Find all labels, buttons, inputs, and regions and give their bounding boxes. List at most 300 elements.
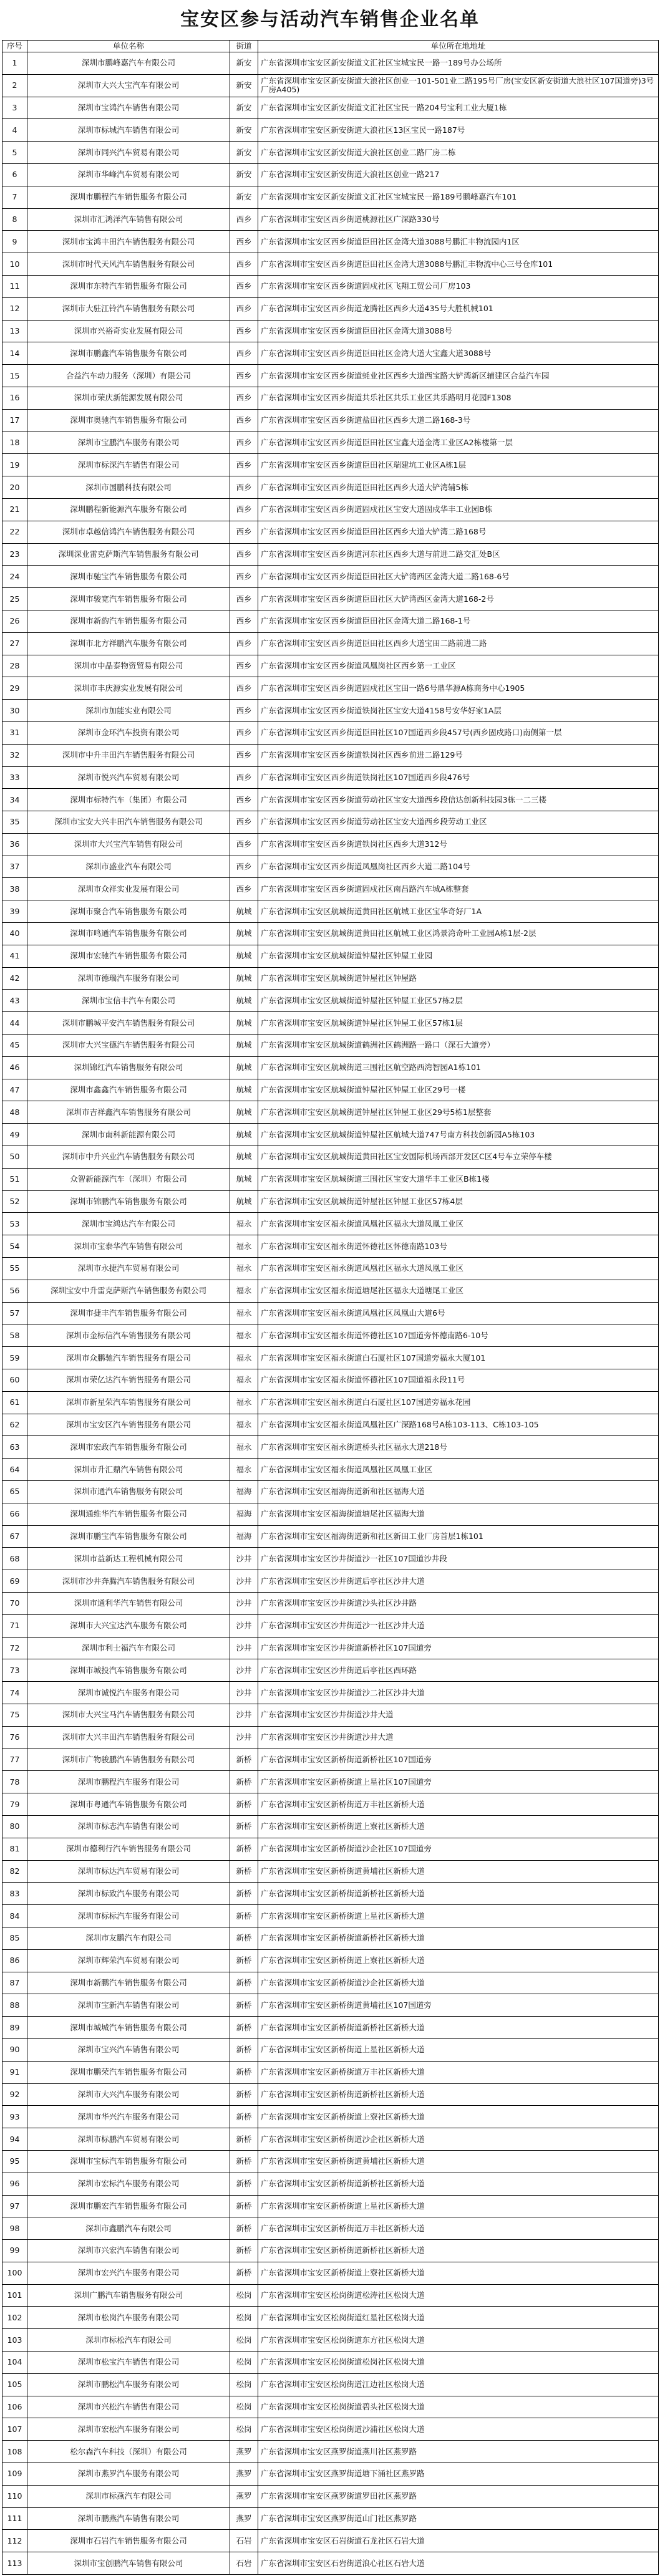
street-name: 福永 bbox=[230, 1347, 258, 1369]
company-address: 广东省深圳市宝安区航城街道钟屋社区钟屋路 bbox=[258, 967, 659, 990]
table-row bbox=[2, 700, 659, 722]
street-name: 西乡 bbox=[230, 566, 258, 588]
table-row bbox=[2, 1614, 659, 1637]
street-name: 西乡 bbox=[230, 856, 258, 878]
row-number: 103 bbox=[2, 2329, 27, 2352]
row-number: 29 bbox=[2, 677, 27, 700]
company-name: 深圳市大兴汽车服务有限公司 bbox=[27, 2083, 230, 2106]
company-address: 广东省深圳市宝安区燕罗街道塘下涌社区燕罗路 bbox=[258, 2463, 659, 2486]
table-row bbox=[2, 186, 659, 208]
company-name: 深圳市城城汽车销售服务有限公司 bbox=[27, 2017, 230, 2039]
table-row bbox=[2, 2284, 659, 2307]
street-name: 松岗 bbox=[230, 2307, 258, 2329]
street-name: 航城 bbox=[230, 1056, 258, 1079]
street-name: 西乡 bbox=[230, 700, 258, 722]
company-name: 深圳市新韵汽车销售服务有限公司 bbox=[27, 610, 230, 632]
company-address: 广东省深圳市宝安区福永街道怀德社区怀德南路103号 bbox=[258, 1235, 659, 1258]
company-name: 深圳市诚悦汽车服务有限公司 bbox=[27, 1682, 230, 1704]
table-row bbox=[2, 97, 659, 119]
table-row bbox=[2, 208, 659, 231]
row-number: 97 bbox=[2, 2195, 27, 2217]
company-name: 深圳市宝标汽车销售服务有限公司 bbox=[27, 2150, 230, 2173]
row-number: 27 bbox=[2, 632, 27, 655]
street-name: 新桥 bbox=[230, 2061, 258, 2083]
table-row bbox=[2, 1056, 659, 1079]
table-row bbox=[2, 566, 659, 588]
row-number: 63 bbox=[2, 1436, 27, 1459]
company-name: 深圳市新星荣汽车销售服务有限公司 bbox=[27, 1391, 230, 1414]
row-number: 87 bbox=[2, 1972, 27, 1994]
row-number: 43 bbox=[2, 990, 27, 1012]
street-name: 航城 bbox=[230, 990, 258, 1012]
company-address: 广东省深圳市宝安区福永街道塘尾社区福永大道塘尾工业区 bbox=[258, 1280, 659, 1302]
table-row bbox=[2, 1548, 659, 1570]
table-row bbox=[2, 610, 659, 632]
company-name: 深圳市鹏城平安汽车销售服务有限公司 bbox=[27, 1012, 230, 1035]
row-number: 16 bbox=[2, 387, 27, 409]
company-name: 深圳市宝安大兴丰田汽车销售服务有限公司 bbox=[27, 811, 230, 834]
company-name: 深圳市鹏荣汽车销售服务有限公司 bbox=[27, 2061, 230, 2083]
street-name: 福海 bbox=[230, 1525, 258, 1548]
company-name: 深圳市石岩汽车销售服务有限公司 bbox=[27, 2530, 230, 2552]
table-row bbox=[2, 677, 659, 700]
row-number: 53 bbox=[2, 1213, 27, 1235]
company-address: 广东省深圳市宝安区福永街道白石厦社区107国道旁福永花园 bbox=[258, 1391, 659, 1414]
company-address: 广东省深圳市宝安区新桥街道上星社区新桥大道 bbox=[258, 2038, 659, 2061]
company-name: 深圳市大兴宝达汽车服务有限公司 bbox=[27, 1614, 230, 1637]
company-address: 广东省深圳市宝安区新桥街道上寮社区新桥大道 bbox=[258, 2262, 659, 2284]
table-row bbox=[2, 1258, 659, 1280]
company-address: 广东省深圳市宝安区新安街道大浪社区13区宝民一路187号 bbox=[258, 119, 659, 142]
street-name: 西乡 bbox=[230, 543, 258, 566]
row-number: 66 bbox=[2, 1503, 27, 1525]
company-name: 深圳市鹏鑫汽车销售服务有限公司 bbox=[27, 342, 230, 365]
company-name: 深圳市广物骏鹏汽车销售服务有限公司 bbox=[27, 1749, 230, 1771]
row-number: 67 bbox=[2, 1525, 27, 1548]
table-row bbox=[2, 721, 659, 744]
company-address: 广东省深圳市宝安区西乡街道盐田社区西乡大道二路168-3号 bbox=[258, 409, 659, 432]
table-row bbox=[2, 1704, 659, 1726]
row-number: 18 bbox=[2, 432, 27, 454]
company-address: 广东省深圳市宝安区新桥街道沙企社区新桥大道 bbox=[258, 1972, 659, 1994]
company-address: 广东省深圳市宝安区沙井街道沙井大道 bbox=[258, 1726, 659, 1749]
table-row bbox=[2, 744, 659, 766]
company-name: 深圳市松岗汽车服务有限公司 bbox=[27, 2307, 230, 2329]
street-name: 新安 bbox=[230, 186, 258, 208]
row-number: 20 bbox=[2, 476, 27, 499]
company-name: 深圳广鹏汽车销售服务有限公司 bbox=[27, 2284, 230, 2307]
street-name: 沙井 bbox=[230, 1614, 258, 1637]
company-name: 深圳市吉祥鑫汽车销售服务有限公司 bbox=[27, 1101, 230, 1124]
company-name: 深圳市国鹏科技有限公司 bbox=[27, 476, 230, 499]
row-number: 98 bbox=[2, 2217, 27, 2240]
company-address: 广东省深圳市宝安区新桥街道万丰社区新桥大道 bbox=[258, 2217, 659, 2240]
company-address: 广东省深圳市宝安区沙井街道新桥社区107国道旁 bbox=[258, 1637, 659, 1659]
company-address: 广东省深圳市宝安区新桥街道上寮社区新桥大道 bbox=[258, 1949, 659, 1972]
table-row bbox=[2, 1459, 659, 1481]
row-number: 82 bbox=[2, 1860, 27, 1883]
company-address: 广东省深圳市宝安区西乡街道臣田社区金湾大道大宝鑫大道3088号 bbox=[258, 342, 659, 365]
street-name: 新安 bbox=[230, 119, 258, 142]
street-name: 新桥 bbox=[230, 2173, 258, 2195]
street-name: 西乡 bbox=[230, 811, 258, 834]
company-address: 广东省深圳市宝安区西乡街道铁岗社区宝安大道4158号安华好家1A层 bbox=[258, 700, 659, 722]
row-number: 17 bbox=[2, 409, 27, 432]
company-name: 深圳市燕罗汽车服务有限公司 bbox=[27, 2463, 230, 2486]
table-row bbox=[2, 1347, 659, 1369]
street-name: 新桥 bbox=[230, 2150, 258, 2173]
street-name: 新桥 bbox=[230, 2017, 258, 2039]
row-number: 95 bbox=[2, 2150, 27, 2173]
row-number: 5 bbox=[2, 142, 27, 164]
table-row bbox=[2, 1369, 659, 1392]
company-address: 广东省深圳市宝安区西乡街道劳动社区宝安大道西乡段信达创新科技园3栋一二三楼 bbox=[258, 789, 659, 811]
company-address: 广东省深圳市宝安区西乡街道共乐社区共乐工业区共乐路明月花园F1308 bbox=[258, 387, 659, 409]
row-number: 12 bbox=[2, 297, 27, 320]
company-address: 广东省深圳市宝安区西乡街道龙腾社区西乡大道435号大胜机械101 bbox=[258, 297, 659, 320]
table-row bbox=[2, 2552, 659, 2575]
street-name: 新桥 bbox=[230, 1972, 258, 1994]
row-number: 31 bbox=[2, 721, 27, 744]
company-name: 深圳市宝信丰汽车有限公司 bbox=[27, 990, 230, 1012]
company-name: 深圳市东特汽车销售服务有限公司 bbox=[27, 275, 230, 297]
company-address: 广东省深圳市宝安区福永街道凤凰社区福永大道凤凰工业区 bbox=[258, 1213, 659, 1235]
table-row bbox=[2, 990, 659, 1012]
company-address: 广东省深圳市宝安区西乡街道劳动社区宝安大道西乡段劳动工业区 bbox=[258, 811, 659, 834]
street-name: 航城 bbox=[230, 923, 258, 945]
company-name: 深圳市宝安区汽车销售服务有限公司 bbox=[27, 1414, 230, 1436]
table-body bbox=[2, 52, 659, 2575]
company-address: 广东省深圳市宝安区福永街道桥头社区福永大道218号 bbox=[258, 1436, 659, 1459]
header-name: 单位名称 bbox=[27, 41, 230, 52]
company-name: 深圳市德瑞汽车服务有限公司 bbox=[27, 967, 230, 990]
row-number: 108 bbox=[2, 2441, 27, 2463]
company-name: 深圳市驰宝汽车销售服务有限公司 bbox=[27, 566, 230, 588]
table-row bbox=[2, 1949, 659, 1972]
row-number: 56 bbox=[2, 1280, 27, 1302]
company-address: 广东省深圳市宝安区燕罗街道罗田社区燕罗路 bbox=[258, 2485, 659, 2507]
company-name: 深圳深业雷克萨斯汽车销售服务有限公司 bbox=[27, 543, 230, 566]
street-name: 西乡 bbox=[230, 454, 258, 476]
company-name: 深圳市大驻江铃汽车销售服务有限公司 bbox=[27, 297, 230, 320]
table-row bbox=[2, 1414, 659, 1436]
table-row bbox=[2, 231, 659, 253]
company-address: 广东省深圳市宝安区新安街道大浪社区创业一路217 bbox=[258, 163, 659, 186]
company-name: 深圳市骏宽汽车销售服务有限公司 bbox=[27, 588, 230, 610]
street-name: 西乡 bbox=[230, 476, 258, 499]
company-address: 广东省深圳市宝安区航城街道钟屋社区航城大道747号南方科技创新园A5栋103 bbox=[258, 1124, 659, 1146]
row-number: 96 bbox=[2, 2173, 27, 2195]
table-row bbox=[2, 2418, 659, 2441]
row-number: 23 bbox=[2, 543, 27, 566]
company-name: 深圳市荣亿达汽车销售服务有限公司 bbox=[27, 1369, 230, 1392]
street-name: 新桥 bbox=[230, 1927, 258, 1949]
street-name: 新桥 bbox=[230, 1793, 258, 1816]
street-name: 新安 bbox=[230, 142, 258, 164]
table-row bbox=[2, 1905, 659, 1927]
street-name: 沙井 bbox=[230, 1682, 258, 1704]
company-address: 广东省深圳市宝安区松岗街道碧头社区松岗大道 bbox=[258, 2396, 659, 2418]
company-name: 深圳市松宝汽车销售有限公司 bbox=[27, 2352, 230, 2374]
row-number: 73 bbox=[2, 1659, 27, 1682]
company-address: 广东省深圳市宝安区新桥街道沙企社区107国道旁 bbox=[258, 1838, 659, 1860]
street-name: 西乡 bbox=[230, 498, 258, 521]
street-name: 福永 bbox=[230, 1436, 258, 1459]
company-address: 广东省深圳市宝安区新桥街道新桥社区107国道旁 bbox=[258, 1749, 659, 1771]
street-name: 松岗 bbox=[230, 2373, 258, 2396]
street-name: 沙井 bbox=[230, 1704, 258, 1726]
table-row bbox=[2, 1012, 659, 1035]
row-number: 70 bbox=[2, 1592, 27, 1614]
street-name: 航城 bbox=[230, 1168, 258, 1190]
company-address: 广东省深圳市宝安区新桥街道上星社区107国道旁 bbox=[258, 1771, 659, 1793]
company-address: 广东省深圳市宝安区航城街道钟屋社区钟屋工业园 bbox=[258, 945, 659, 967]
row-number: 76 bbox=[2, 1726, 27, 1749]
header-address: 单位所在地地址 bbox=[258, 41, 659, 52]
company-address: 广东省深圳市宝安区福永街道白石厦社区107国道旁福永大厦101 bbox=[258, 1347, 659, 1369]
company-address: 广东省深圳市宝安区新桥街道新桥社区新桥大道 bbox=[258, 2083, 659, 2106]
company-address: 广东省深圳市宝安区松岗街道松岗社区松岗大道 bbox=[258, 2352, 659, 2374]
row-number: 75 bbox=[2, 1704, 27, 1726]
table-row bbox=[2, 275, 659, 297]
street-name: 松岗 bbox=[230, 2329, 258, 2352]
company-address: 广东省深圳市宝安区航城街道钟屋社区钟屋工业区57栋4层 bbox=[258, 1190, 659, 1213]
table-row bbox=[2, 1168, 659, 1190]
row-number: 58 bbox=[2, 1324, 27, 1347]
company-address: 广东省深圳市宝安区航城街道黄田社区航城工业区鸿景湾奇叶工业园A栋1层-2层 bbox=[258, 923, 659, 945]
table-row bbox=[2, 2150, 659, 2173]
table-row bbox=[2, 297, 659, 320]
company-name: 深圳市鹏峰嘉汽车有限公司 bbox=[27, 52, 230, 75]
street-name: 松岗 bbox=[230, 2352, 258, 2374]
street-name: 西乡 bbox=[230, 342, 258, 365]
row-number: 40 bbox=[2, 923, 27, 945]
company-address: 广东省深圳市宝安区航城街道钟屋社区钟屋工业区29号一楼 bbox=[258, 1079, 659, 1101]
company-name: 深圳市鸣通汽车销售服务有限公司 bbox=[27, 923, 230, 945]
company-name: 深圳宝安中升雷克萨斯汽车销售服务有限公司 bbox=[27, 1280, 230, 1302]
company-address: 广东省深圳市宝安区西乡街道臣田社区107国道西乡段457号(西乡固戍路口)南侧第一层 bbox=[258, 721, 659, 744]
company-name: 深圳市兴裕奇实业发展有限公司 bbox=[27, 320, 230, 342]
company-name: 深圳市永捷汽车贸易有限公司 bbox=[27, 1258, 230, 1280]
street-name: 西乡 bbox=[230, 432, 258, 454]
table-row bbox=[2, 945, 659, 967]
table-row bbox=[2, 1749, 659, 1771]
row-number: 28 bbox=[2, 655, 27, 677]
company-name: 深圳市荣庆新能源发展有限公司 bbox=[27, 387, 230, 409]
company-name: 深圳锦红汽车销售服务有限公司 bbox=[27, 1056, 230, 1079]
company-name: 深圳市沙井奔腾汽车销售服务有限公司 bbox=[27, 1570, 230, 1593]
company-name: 众智新能源汽车（深圳）有限公司 bbox=[27, 1168, 230, 1190]
company-name: 深圳市大兴宝德汽车销售服务有限公司 bbox=[27, 1035, 230, 1057]
row-number: 30 bbox=[2, 700, 27, 722]
company-address: 广东省深圳市宝安区西乡街道臣田社区金湾大道3088号 bbox=[258, 320, 659, 342]
table-row bbox=[2, 2061, 659, 2083]
company-address: 广东省深圳市宝安区福海街道塘尾社区福海大道 bbox=[258, 1503, 659, 1525]
table-row bbox=[2, 1860, 659, 1883]
company-name: 深圳市鹏程汽车销售服务有限公司 bbox=[27, 186, 230, 208]
company-name: 深圳市大兴丰田汽车销售服务有限公司 bbox=[27, 1726, 230, 1749]
street-name: 松岗 bbox=[230, 2396, 258, 2418]
company-address: 广东省深圳市宝安区西乡街道桃源社区广深路330号 bbox=[258, 208, 659, 231]
table-row bbox=[2, 2173, 659, 2195]
street-name: 西乡 bbox=[230, 588, 258, 610]
table-row bbox=[2, 2307, 659, 2329]
company-name: 深圳市众祥实业发展有限公司 bbox=[27, 878, 230, 900]
company-name: 深圳市宏驰汽车销售服务有限公司 bbox=[27, 945, 230, 967]
street-name: 航城 bbox=[230, 1012, 258, 1035]
row-number: 112 bbox=[2, 2530, 27, 2552]
company-name: 深圳市华兴汽车服务有限公司 bbox=[27, 2106, 230, 2128]
company-address: 广东省深圳市宝安区西乡街道臣田社区西乡大道宝田二路前进二路 bbox=[258, 632, 659, 655]
row-number: 88 bbox=[2, 1994, 27, 2017]
table-row bbox=[2, 1436, 659, 1459]
street-name: 福永 bbox=[230, 1324, 258, 1347]
row-number: 105 bbox=[2, 2373, 27, 2396]
street-name: 西乡 bbox=[230, 409, 258, 432]
company-name: 深圳市宝鸿汽车销售有限公司 bbox=[27, 97, 230, 119]
table-row bbox=[2, 1124, 659, 1146]
street-name: 福永 bbox=[230, 1459, 258, 1481]
company-name: 深圳市鹏松汽车服务有限公司 bbox=[27, 2373, 230, 2396]
row-number: 14 bbox=[2, 342, 27, 365]
row-number: 84 bbox=[2, 1905, 27, 1927]
row-number: 111 bbox=[2, 2507, 27, 2530]
company-address: 广东省深圳市宝安区石岩街道浪心社区石岩大道 bbox=[258, 2552, 659, 2575]
table-row bbox=[2, 878, 659, 900]
company-address: 广东省深圳市宝安区西乡街道凤凰岗社区西乡第一工业区 bbox=[258, 655, 659, 677]
table-row bbox=[2, 253, 659, 276]
company-address: 广东省深圳市宝安区新桥街道新桥社区新桥大道 bbox=[258, 2173, 659, 2195]
row-number: 36 bbox=[2, 833, 27, 856]
header-no: 序号 bbox=[2, 41, 27, 52]
row-number: 81 bbox=[2, 1838, 27, 1860]
row-number: 49 bbox=[2, 1124, 27, 1146]
company-address: 广东省深圳市宝安区石岩街道石龙社区石岩大道 bbox=[258, 2530, 659, 2552]
row-number: 48 bbox=[2, 1101, 27, 1124]
table-row bbox=[2, 543, 659, 566]
company-address: 广东省深圳市宝安区福海街道新和社区新田工业厂房首层1栋101 bbox=[258, 1525, 659, 1548]
company-name: 深圳市中升丰田汽车销售服务有限公司 bbox=[27, 744, 230, 766]
row-number: 100 bbox=[2, 2262, 27, 2284]
table-row bbox=[2, 498, 659, 521]
street-name: 福永 bbox=[230, 1258, 258, 1280]
company-name: 深圳市兴松汽车销售有限公司 bbox=[27, 2396, 230, 2418]
company-name: 深圳市德利行汽车销售服务有限公司 bbox=[27, 1838, 230, 1860]
table-row bbox=[2, 1035, 659, 1057]
table-row bbox=[2, 1994, 659, 2017]
street-name: 新桥 bbox=[230, 2106, 258, 2128]
company-address: 广东省深圳市宝安区沙井街道沙二社区沙井大道 bbox=[258, 1682, 659, 1704]
table-row bbox=[2, 1213, 659, 1235]
street-name: 新桥 bbox=[230, 1838, 258, 1860]
street-name: 西乡 bbox=[230, 297, 258, 320]
table-row bbox=[2, 2262, 659, 2284]
company-name: 深圳市丰庆源实业发展有限公司 bbox=[27, 677, 230, 700]
street-name: 西乡 bbox=[230, 789, 258, 811]
table-row bbox=[2, 521, 659, 543]
table-row bbox=[2, 2373, 659, 2396]
company-name: 深圳鹏程新能源汽车服务有限公司 bbox=[27, 498, 230, 521]
street-name: 航城 bbox=[230, 945, 258, 967]
table-row bbox=[2, 2463, 659, 2486]
company-name: 深圳市鹏燕汽车销售有限公司 bbox=[27, 2507, 230, 2530]
company-name: 深圳市标标汽车服务有限公司 bbox=[27, 1905, 230, 1927]
company-address: 广东省深圳市宝安区新桥街道万丰社区新桥大道 bbox=[258, 2061, 659, 2083]
table-row bbox=[2, 74, 659, 97]
row-number: 86 bbox=[2, 1949, 27, 1972]
street-name: 福永 bbox=[230, 1280, 258, 1302]
company-address: 广东省深圳市宝安区沙井街道后亭社区西环路 bbox=[258, 1659, 659, 1682]
company-name: 深圳市鹏宝汽车销售服务有限公司 bbox=[27, 1525, 230, 1548]
company-address: 广东省深圳市宝安区西乡街道蚝业社区西乡大道西宝路大铲湾新区辅建区合益汽车园 bbox=[258, 365, 659, 387]
company-address: 广东省深圳市宝安区西乡街道臣田社区金湾大道3088号鹏汇丰物流园内1区 bbox=[258, 231, 659, 253]
company-name: 深圳市众鹏驰汽车销售服务有限公司 bbox=[27, 1347, 230, 1369]
company-address: 广东省深圳市宝安区燕罗街道山门社区燕罗路 bbox=[258, 2507, 659, 2530]
row-number: 7 bbox=[2, 186, 27, 208]
company-address: 广东省深圳市宝安区西乡街道臣田社区金湾大道3088号鹏汇丰物流中心三号仓库101 bbox=[258, 253, 659, 276]
row-number: 78 bbox=[2, 1771, 27, 1793]
company-address: 广东省深圳市宝安区沙井街道沙头社区沙井路 bbox=[258, 1592, 659, 1614]
row-number: 101 bbox=[2, 2284, 27, 2307]
company-address: 广东省深圳市宝安区新桥街道沙企社区新桥大道 bbox=[258, 2128, 659, 2151]
row-number: 85 bbox=[2, 1927, 27, 1949]
header-street: 街道 bbox=[230, 41, 258, 52]
company-name: 深圳市升汇鼎汽车销售有限公司 bbox=[27, 1459, 230, 1481]
table-row bbox=[2, 1726, 659, 1749]
table-row bbox=[2, 1570, 659, 1593]
row-number: 10 bbox=[2, 253, 27, 276]
company-address: 广东省深圳市宝安区新桥街道上星社区新桥大道 bbox=[258, 2195, 659, 2217]
row-number: 102 bbox=[2, 2307, 27, 2329]
table-row bbox=[2, 1637, 659, 1659]
table-row bbox=[2, 833, 659, 856]
company-address: 广东省深圳市宝安区新桥街道新桥社区新桥大道 bbox=[258, 1927, 659, 1949]
company-name: 深圳市宏松汽车服务有限公司 bbox=[27, 2418, 230, 2441]
row-number: 61 bbox=[2, 1391, 27, 1414]
company-name: 深圳市中晶泰物资贸易有限公司 bbox=[27, 655, 230, 677]
row-number: 65 bbox=[2, 1481, 27, 1503]
company-address: 广东省深圳市宝安区福永街道凤凰社区福永大道凤凰工业区 bbox=[258, 1258, 659, 1280]
company-name: 深圳市兴宏汽车销售有限公司 bbox=[27, 2240, 230, 2262]
company-address: 广东省深圳市宝安区西乡街道河东社区西乡大道与前进二路交汇处B区 bbox=[258, 543, 659, 566]
company-address: 广东省深圳市宝安区航城街道钟屋社区钟屋工业区29号5栋1层整套 bbox=[258, 1101, 659, 1124]
street-name: 西乡 bbox=[230, 655, 258, 677]
company-address: 广东省深圳市宝安区松岗街道江边社区松岗大道 bbox=[258, 2373, 659, 2396]
table-row bbox=[2, 432, 659, 454]
company-name: 深圳市宝创鹏汽车销售有限公司 bbox=[27, 2552, 230, 2575]
company-address: 广东省深圳市宝安区航城街道黄田社区航城工业区宝华奇好厂1A bbox=[258, 900, 659, 923]
company-name: 深圳市盛业汽车有限公司 bbox=[27, 856, 230, 878]
table-row bbox=[2, 2128, 659, 2151]
table-row bbox=[2, 789, 659, 811]
page-title: 宝安区参与活动汽车销售企业名单 bbox=[180, 9, 480, 31]
company-name: 深圳市大兴宝马汽车销售服务有限公司 bbox=[27, 1704, 230, 1726]
row-number: 104 bbox=[2, 2352, 27, 2374]
street-name: 新桥 bbox=[230, 2240, 258, 2262]
table-row bbox=[2, 2106, 659, 2128]
table-row bbox=[2, 163, 659, 186]
row-number: 13 bbox=[2, 320, 27, 342]
street-name: 新桥 bbox=[230, 2128, 258, 2151]
company-name: 深圳市友鹏汽车有限公司 bbox=[27, 1927, 230, 1949]
row-number: 77 bbox=[2, 1749, 27, 1771]
company-name: 合益汽车动力服务（深圳）有限公司 bbox=[27, 365, 230, 387]
street-name: 沙井 bbox=[230, 1592, 258, 1614]
company-address: 广东省深圳市宝安区航城街道钟屋社区钟屋工业区57栋2层 bbox=[258, 990, 659, 1012]
street-name: 西乡 bbox=[230, 365, 258, 387]
company-name: 深圳市宏兴汽车服务有限公司 bbox=[27, 2262, 230, 2284]
table-row bbox=[2, 1883, 659, 1905]
